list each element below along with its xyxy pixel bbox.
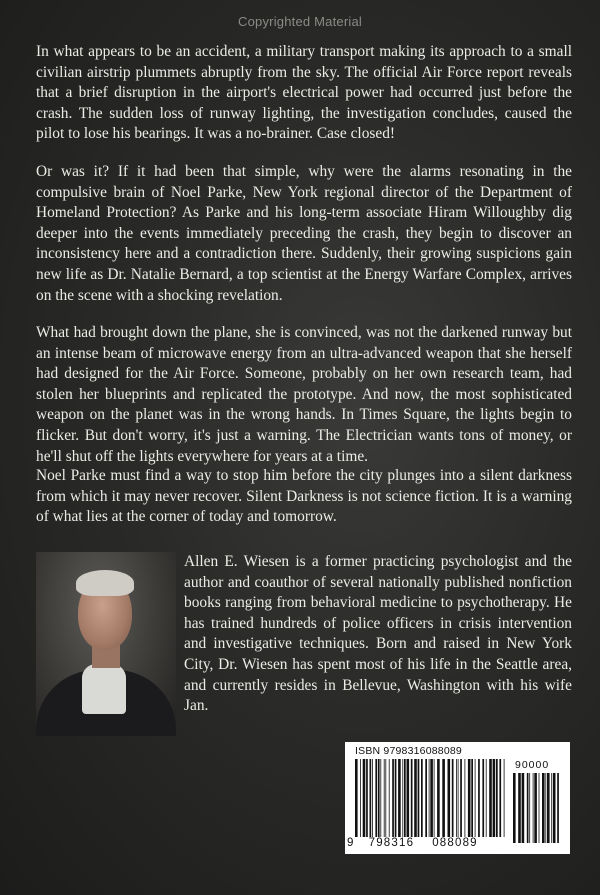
author-photo-hair [76, 570, 134, 596]
isbn-barcode [345, 742, 570, 854]
copyright-watermark: Copyrighted Material [238, 14, 362, 29]
blurb-paragraph-3: What had brought down the plane, she is convinced, was not the darkened runway but an intense beam of microwave energy from an ultra-advanced weapon that she herself had designed for the Air Force. Someone, probably on her own research team, had stolen her blueprints and replicated the prototype. And now, the most sophisticated weapon on the planet was in the wrong hands. In Times Square, the lights begin to flicker. But don't worry, it's just a warning. The Electrician wants tons of money, or he'll shut off the lights everywhere for years at a time. [36, 324, 572, 465]
supplement-barcode-bars [513, 773, 561, 843]
author-photo-collar [82, 664, 126, 714]
isbn-label: ISBN 9798316088089 [355, 745, 462, 757]
barcode-digits-right: 088089 [432, 837, 478, 849]
author-bio: Allen E. Wiesen is a former practicing psychologist and the author and coauthor of several nationally published nonfiction books ranging from behavioral medicine to psychotherapy. He has trained hundreds of police officers in crisis intervention and investigative techniques. Born and raised in New York City, Dr. Wiesen has spent most of his life in the Seattle area, and currently resides in Bellevue, Washington with his wife Jan. [184, 553, 572, 715]
barcode-digits-left: 798316 [368, 837, 415, 849]
supplement-code: 90000 [515, 759, 550, 771]
blurb-paragraph-2: Or was it? If it had been that simple, why were the alarms resonating in the compulsive brain of Noel Parke, New York regional director of the Department of Homeland Protection? As Parke and his long-term associate Hiram Willoughby dig deeper into the events immediately preceding the crash, they begin to discover an inconsistency here and a contradiction there. Suddenly, their growing suspicions gain new life as Dr. Natalie Bernard, a top scientist at the Energy Warfare Complex, arrives on the scene with a shocking revelation. [36, 163, 572, 304]
blurb-paragraph-1: In what appears to be an accident, a military transport making its approach to a small civilian airstrip plummets abruptly from the sky. The official Air Force report reveals that a brief disruption in the airport's electrical power had occurred just before the crash. The sudden loss of runway lighting, the investigation concludes, caused the pilot to lose his bearings. It was a no-brainer. Case closed! [36, 43, 572, 143]
author-photo [36, 552, 176, 736]
blurb-paragraph-4: Noel Parke must find a way to stop him before the city plunges into a silent darkness from which it may never recover. Silent Darkness is not science fiction. It is a warning of what lies at the corner of today and tomorrow. [36, 467, 572, 526]
barcode-digits [347, 837, 512, 849]
barcode-digit-first: 9 [347, 837, 355, 849]
main-barcode-bars [355, 759, 505, 837]
